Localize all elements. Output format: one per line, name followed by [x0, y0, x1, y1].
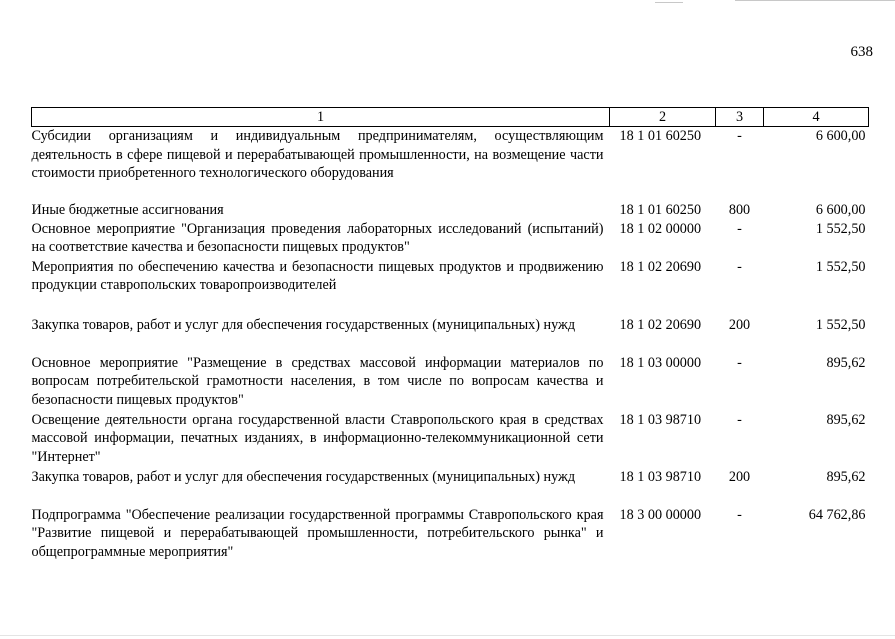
row-kind: 200: [728, 316, 751, 333]
row-name: Основное мероприятие "Организация проведения лабораторных исследований (испытаний) на соответствие качества и безопасности пищевых продуктов": [31, 220, 604, 255]
table-header-row: [32, 108, 869, 127]
scan-edge-mark: [735, 0, 895, 1]
table-row: [32, 201, 869, 220]
row-amount: 64 762,86: [808, 506, 866, 523]
row-name: Субсидии организациям и индивидуальным предпринимателям, осуществляющим деятельность в сфере пищевой и перерабатывающей промышленности, на возмещение части стоимости приобретенного технологического оборудования: [31, 128, 604, 181]
row-code: 18 1 02 20690: [619, 258, 702, 275]
row-name: Основное мероприятие "Размещение в средствах массовой информации материалов по вопросам потребительской грамотности населения, в том числе по вопросам качества и безопасности пищевых продуктов": [31, 354, 604, 408]
row-amount: 895,62: [826, 468, 866, 485]
column-header-amount: 4: [764, 108, 869, 127]
row-amount: 895,62: [826, 354, 866, 371]
row-kind: 200: [728, 468, 751, 485]
scan-edge-mark: [655, 2, 683, 3]
column-header-name: 1: [32, 108, 610, 127]
row-kind: -: [737, 506, 742, 523]
row-code: 18 1 01 60250: [619, 201, 702, 218]
row-code: 18 1 01 60250: [619, 128, 702, 144]
table-row: [32, 258, 869, 316]
table-row: [32, 506, 869, 563]
row-amount: 6 600,00: [815, 128, 866, 144]
column-header-code: 2: [610, 108, 716, 127]
table-row: [32, 220, 869, 258]
row-amount: 1 552,50: [815, 258, 866, 275]
row-amount: 6 600,00: [815, 201, 866, 218]
row-code: 18 3 00 00000: [619, 506, 702, 523]
row-kind: -: [737, 258, 742, 275]
table-row: [32, 468, 869, 506]
row-kind: 800: [728, 201, 751, 218]
row-kind: -: [737, 411, 742, 428]
page-number: 638: [850, 44, 873, 60]
row-amount: 895,62: [826, 411, 866, 428]
row-kind: -: [737, 128, 742, 144]
table-row: [32, 316, 869, 354]
row-amount: 1 552,50: [815, 220, 866, 237]
column-header-kind: 3: [716, 108, 764, 127]
row-code: 18 1 02 20690: [619, 316, 702, 333]
table-row: [32, 411, 869, 468]
row-name: Мероприятия по обеспечению качества и безопасности пищевых продуктов и продвижению продукции ставропольских товаропроизводителей: [31, 258, 604, 293]
row-kind: -: [737, 220, 742, 237]
row-code: 18 1 03 98710: [619, 468, 702, 485]
table-row: [32, 354, 869, 411]
row-code: 18 1 03 98710: [619, 411, 702, 428]
row-name: Закупка товаров, работ и услуг для обеспечения государственных (муниципальных) нужд: [31, 316, 576, 333]
table-row: [32, 127, 869, 201]
row-name: Подпрограмма "Обеспечение реализации государственной программы Ставропольского края "Развитие пищевой и перерабатывающей промышленности, потребительского рынка" и общепрограммные мероприятия": [31, 506, 604, 560]
row-code: 18 1 03 00000: [619, 354, 702, 371]
row-name: Иные бюджетные ассигнования: [31, 201, 224, 218]
budget-table: [31, 107, 869, 563]
row-kind: -: [737, 354, 742, 371]
scan-edge-mark: [0, 635, 895, 636]
row-code: 18 1 02 00000: [619, 220, 702, 237]
row-amount: 1 552,50: [815, 316, 866, 333]
row-name: Освещение деятельности органа государственной власти Ставропольского края в средствах массовой информации, печатных изданиях, в информационно-телекоммуникационной сети "Интернет": [31, 411, 604, 465]
row-name: Закупка товаров, работ и услуг для обеспечения государственных (муниципальных) нужд: [31, 468, 576, 485]
